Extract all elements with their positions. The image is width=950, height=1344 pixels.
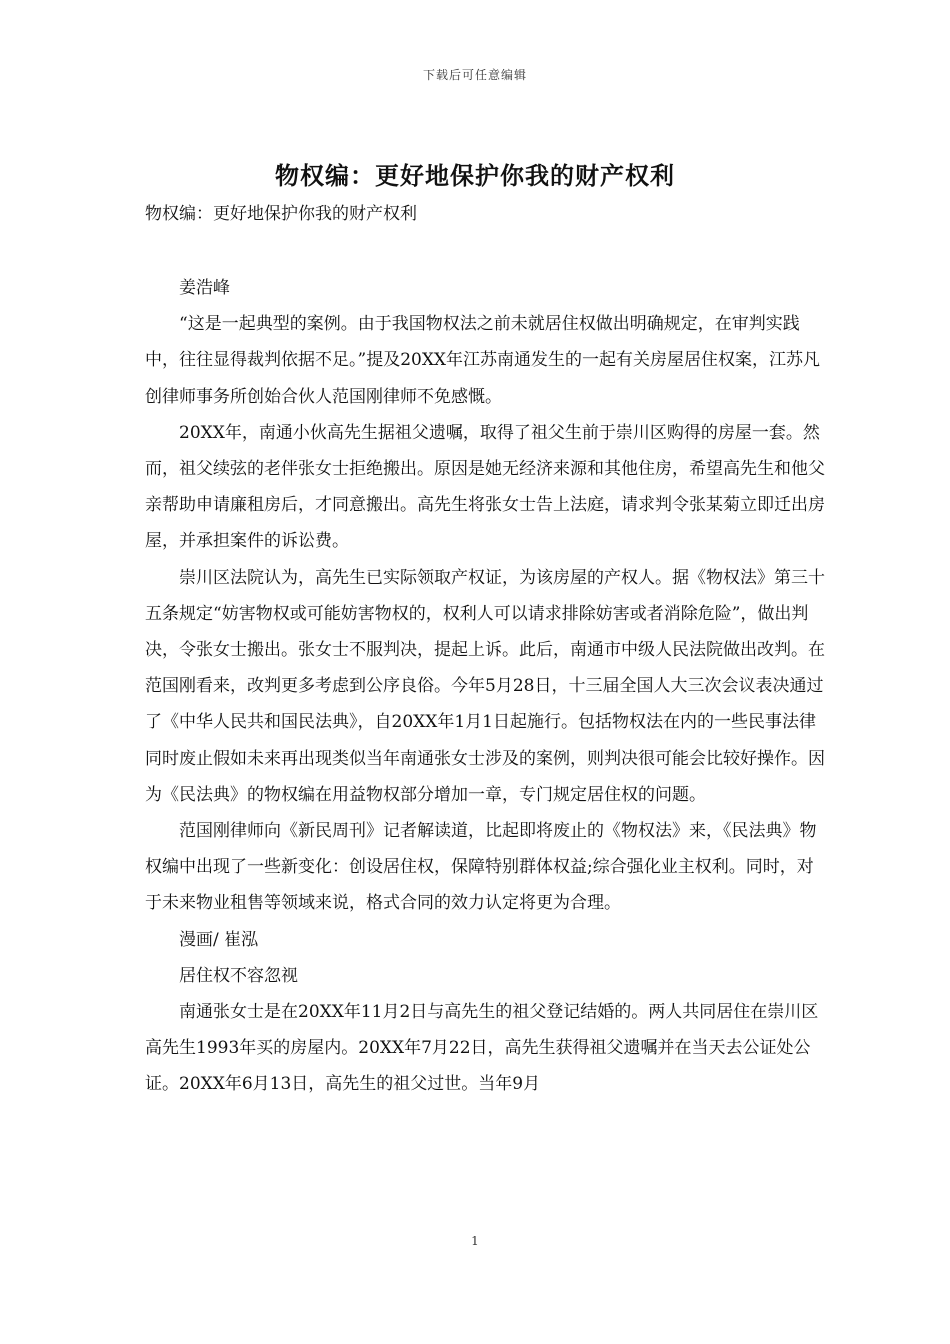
document-subtitle: 物权编：更好地保护你我的财产权利 (145, 204, 417, 224)
paragraph: 崇川区法院认为，高先生已实际领取产权证，为该房屋的产权人。据《物权法》第三十五条规定“妨害物权或可能妨害物权的，权利人可以请求排除妨害或者消除危险”，做出判决，令张女士搬出。张女士不服判决，提起上诉。此后，南通市中级人民法院做出改判。在范国刚看来，改判更多考虑到公序良俗。今年5月28日，十三届全国人大三次会议表决通过了《中华人民共和国民法典》，自20XX年1月1日起施行。包括物权法在内的一些民事法律同时废止假如未来再出现类似当年南通张女士涉及的案例，则判决很可能会比较好操作。因为《民法典》的物权编在用益物权部分增加一章，专门规定居住权的问题。 (145, 567, 825, 805)
author-line: 姜浩峰 (179, 278, 230, 298)
illustration-credit: 漫画/ 崔泓 (179, 929, 259, 950)
document-title: 物权编：更好地保护你我的财产权利 (275, 161, 675, 190)
article-body (145, 270, 825, 1103)
page-number: 1 (471, 1234, 479, 1248)
paragraph: “这是一起典型的案例。由于我国物权法之前未就居住权做出明确规定，在审判实践中，往往显得裁判依据不足。”提及20XX年江苏南通发生的一起有关房屋居住权案，江苏凡创律师事务所创始合伙人范国刚律师不免感慨。 (145, 314, 821, 407)
page-header-note: 下载后可任意编辑 (422, 68, 527, 82)
section-heading: 居住权不容忽视 (179, 965, 298, 986)
paragraph: 范国刚律师向《新民周刊》记者解读道，比起即将废止的《物权法》来，《民法典》物权编中出现了一些新变化：创设居住权，保障特别群体权益;综合强化业主权利。同时，对于未来物业租售等领域来说，格式合同的效力认定将更为合理。 (145, 821, 817, 914)
paragraph: 20XX年，南通小伙高先生据祖父遗嘱，取得了祖父生前于崇川区购得的房屋一套。然而，祖父续弦的老伴张女士拒绝搬出。原因是她无经济来源和其他住房，希望高先生和他父亲帮助申请廉租房后，才同意搬出。高先生将张女士告上法庭，请求判令张某菊立即迁出房屋，并承担案件的诉讼费。 (145, 422, 825, 552)
paragraph: 南通张女士是在20XX年11月2日与高先生的祖父登记结婚的。两人共同居住在崇川区高先生1993年买的房屋内。20XX年7月22日，高先生获得祖父遗嘱并在当天去公证处公证。20XX年6月13日，高先生的祖父过世。当年9月 (145, 1002, 819, 1095)
